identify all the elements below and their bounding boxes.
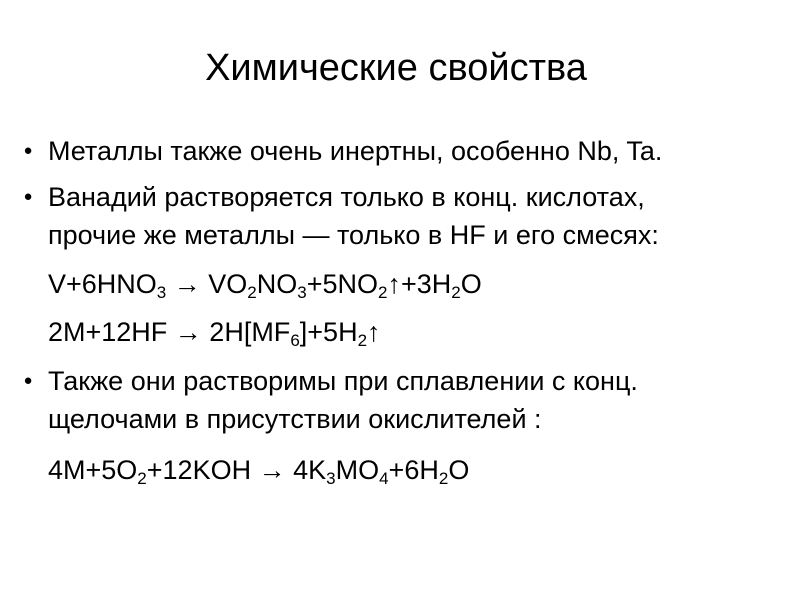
subscript: 4: [379, 469, 389, 488]
bullet-3-line-1: Также они растворимы при сплавлении с конц.: [48, 366, 638, 396]
bullet-2-line-2: прочие же металлы — только в HF и его смесях:: [48, 220, 659, 250]
equation-text: +12KOH → 4K: [146, 455, 327, 485]
equation-text: → VO: [166, 269, 248, 299]
equation-text: ↑: [367, 317, 381, 347]
bullet-1-line-1: Металлы также очень инертны, особенно Nb, Ta.: [48, 136, 663, 166]
subscript: 2: [378, 283, 388, 302]
equation-text: O: [448, 455, 470, 485]
subscript: 2: [451, 283, 461, 302]
bullet-marker: ●: [23, 142, 33, 159]
equation-3: [48, 452, 469, 488]
equation-1: [48, 266, 482, 302]
equation-text: MO: [335, 455, 380, 485]
subscript: 2: [137, 469, 147, 488]
equation-text: V+6HNO: [48, 269, 157, 299]
equation-text: O: [460, 269, 482, 299]
subscript: 3: [297, 283, 307, 302]
subscript: 2: [247, 283, 257, 302]
equation-2: [48, 314, 381, 350]
slide-title: [0, 44, 794, 92]
equation-text: ↑+3H: [387, 269, 452, 299]
bullet-marker: ●: [23, 372, 33, 389]
subscript: 3: [156, 283, 167, 302]
subscript: 6: [290, 331, 300, 350]
equation-text: +6H: [388, 455, 439, 485]
equation-text: NO: [256, 269, 298, 299]
equation-text: 2M+12HF → 2H[MF: [48, 317, 291, 347]
slide-title-text: Химические свойства: [205, 47, 587, 89]
subscript: 2: [438, 469, 449, 488]
equation-text: 4M+5O: [48, 455, 138, 485]
equation-text: ]+5H: [299, 317, 358, 347]
bullet-2-line-1: Ванадий растворяется только в конц. кислотах,: [48, 182, 645, 212]
subscript: 3: [326, 469, 336, 488]
bullet-3-line-2: щелочами в присутствии окислителей :: [48, 404, 542, 434]
equation-text: +5NO: [306, 269, 379, 299]
bullet-marker: ●: [23, 188, 33, 205]
subscript: 2: [357, 331, 368, 350]
